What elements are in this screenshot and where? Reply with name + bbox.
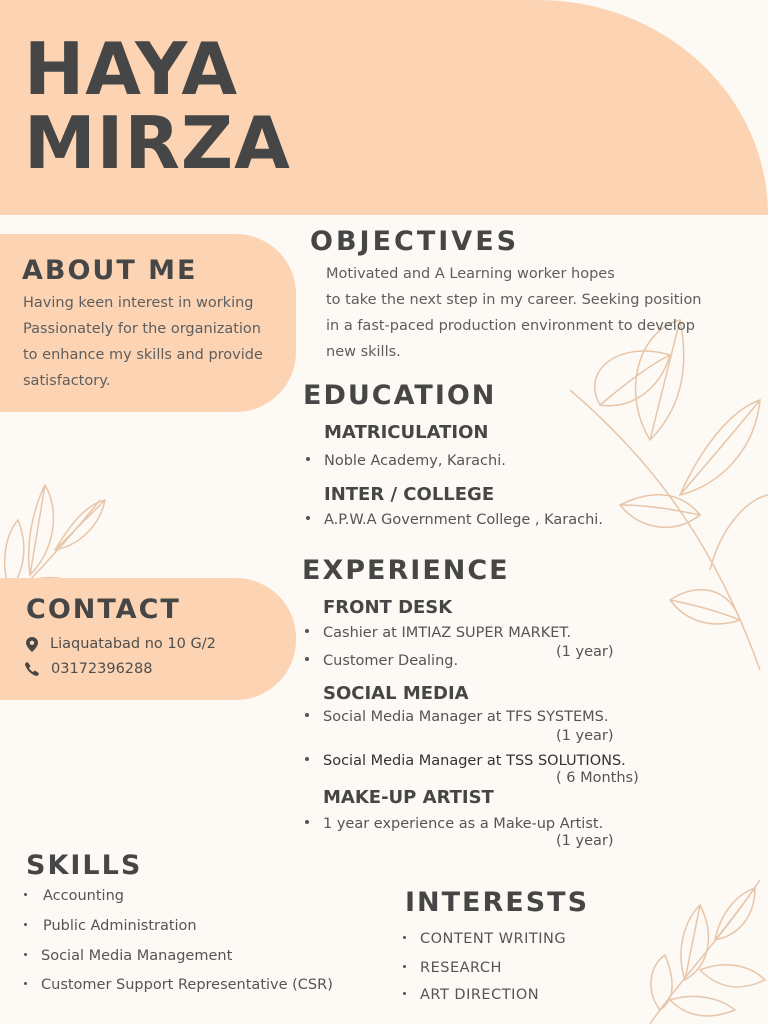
- experience-item: [305, 626, 571, 641]
- skill-text: Customer Support Representative (CSR): [41, 977, 333, 993]
- education-heading: EDUCATION: [303, 380, 497, 411]
- objectives-text: [326, 261, 702, 365]
- objectives-line: new skills.: [326, 344, 401, 360]
- skill-text: Public Administration: [43, 918, 197, 934]
- experience-title-social-media: SOCIAL MEDIA: [323, 683, 469, 704]
- contact-phone-row: [25, 662, 152, 677]
- interest-item: [403, 932, 566, 947]
- interest-text: RESEARCH: [420, 960, 502, 976]
- experience-duration: ( 6 Months): [556, 770, 639, 786]
- about-line: Having keen interest in working: [23, 295, 254, 311]
- experience-item-text: Social Media Manager at TFS SYSTEMS.: [323, 709, 609, 725]
- experience-heading: EXPERIENCE: [302, 555, 510, 586]
- experience-item-text: Customer Dealing.: [323, 653, 459, 669]
- bullet-icon: [24, 893, 27, 896]
- bullet-icon: [305, 713, 309, 717]
- experience-title-makeup: MAKE-UP ARTIST: [323, 787, 494, 808]
- bullet-icon: [306, 457, 310, 461]
- objectives-line: in a fast-paced production environment to develop: [326, 318, 695, 334]
- objectives-heading: OBJECTIVES: [310, 226, 520, 257]
- bullet-icon: [24, 923, 27, 926]
- bullet-icon: [403, 965, 406, 968]
- experience-duration: (1 year): [556, 728, 614, 744]
- education-item: [306, 513, 603, 528]
- bullet-icon: [403, 936, 406, 939]
- interest-item: [403, 988, 539, 1003]
- leaf-branch-bottom-decoration: [630, 880, 768, 1024]
- bullet-icon: [24, 982, 27, 985]
- about-line: to enhance my skills and provide: [23, 347, 263, 363]
- experience-item: [305, 754, 626, 769]
- first-name: HAYA: [24, 27, 239, 111]
- objectives-line: to take the next step in my career. Seeking position: [326, 292, 702, 308]
- bullet-icon: [305, 757, 309, 761]
- education-title-college: INTER / COLLEGE: [324, 484, 495, 505]
- experience-duration: (1 year): [556, 644, 614, 660]
- skill-item: [24, 889, 124, 904]
- bullet-icon: [305, 820, 309, 824]
- interest-item: [403, 961, 502, 976]
- bullet-icon: [403, 992, 406, 995]
- experience-item-text: 1 year experience as a Make-up Artist.: [323, 816, 604, 832]
- education-item-text: A.P.W.A Government College , Karachi.: [324, 512, 603, 528]
- objectives-line: Motivated and A Learning worker hopes: [326, 266, 615, 282]
- experience-item: [305, 817, 603, 832]
- skill-item: [24, 949, 232, 964]
- about-line: Passionately for the organization: [23, 321, 261, 337]
- contact-address-row: [26, 637, 216, 652]
- experience-item-text: Cashier at IMTIAZ SUPER MARKET.: [323, 625, 572, 641]
- skill-item: [24, 919, 197, 934]
- experience-title-front-desk: FRONT DESK: [323, 597, 453, 618]
- about-line: satisfactory.: [23, 373, 111, 389]
- bullet-icon: [305, 657, 309, 661]
- interests-heading: INTERESTS: [405, 887, 590, 918]
- skill-text: Accounting: [43, 888, 124, 904]
- contact-address: Liaquatabad no 10 G/2: [50, 636, 216, 653]
- location-pin-icon: [26, 637, 38, 652]
- interest-text: ART DIRECTION: [420, 987, 540, 1003]
- skill-text: Social Media Management: [41, 948, 233, 964]
- about-heading: ABOUT ME: [22, 255, 198, 286]
- experience-item: [305, 710, 608, 725]
- skills-heading: SKILLS: [26, 850, 143, 881]
- bullet-icon: [24, 953, 27, 956]
- interest-text: CONTENT WRITING: [420, 931, 567, 947]
- contact-phone: 03172396288: [51, 661, 153, 677]
- experience-item-text: Social Media Manager at TSS SOLUTIONS.: [323, 753, 626, 769]
- education-title-matriculation: MATRICULATION: [324, 422, 489, 443]
- last-name: MIRZA: [24, 101, 291, 185]
- education-item: [306, 454, 506, 469]
- skill-item: [24, 978, 333, 993]
- experience-item: [305, 654, 458, 669]
- bullet-icon: [305, 629, 309, 633]
- contact-heading: CONTACT: [26, 594, 181, 625]
- about-text: [23, 290, 263, 394]
- education-item-text: Noble Academy, Karachi.: [324, 453, 506, 469]
- bullet-icon: [306, 516, 310, 520]
- phone-icon: [25, 662, 39, 676]
- experience-duration: (1 year): [556, 833, 614, 849]
